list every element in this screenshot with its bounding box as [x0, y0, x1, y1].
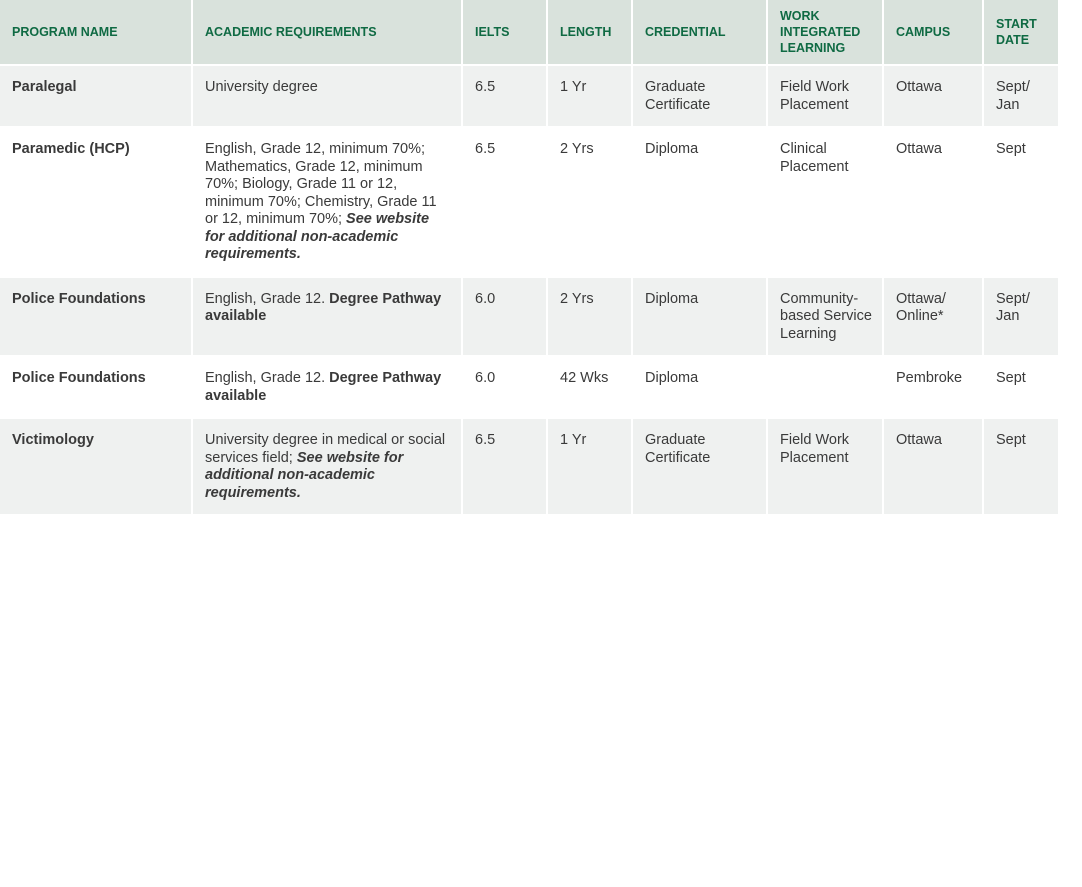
- cell-program-name: Police Foundations: [0, 277, 192, 357]
- cell-program-name: Paramedic (HCP): [0, 127, 192, 277]
- academic-pathway: Degree Pathway available: [205, 290, 442, 324]
- header-academic-requirements: ACADEMIC REQUIREMENTS: [192, 0, 462, 65]
- cell-campus: Ottawa: [883, 65, 983, 127]
- header-start-date: START DATE: [983, 0, 1058, 65]
- cell-start-date: Sept/ Jan: [983, 277, 1058, 357]
- table-row: [0, 418, 1058, 515]
- academic-text: English, Grade 12, minimum 70%; Mathematics, Grade 12, minimum 70%; Biology, Grade 11 or 12, minimum 70%; Chemistry, Grade 11 or 12, minimum 70%;: [205, 141, 437, 227]
- table-row: [0, 277, 1058, 357]
- header-program-name: PROGRAM NAME: [0, 0, 192, 65]
- academic-note: See website for additional non-academic requirements.: [205, 449, 404, 501]
- cell-ielts: 6.0: [462, 277, 547, 357]
- cell-ielts: 6.0: [462, 356, 547, 418]
- cell-credential: Graduate Certificate: [632, 65, 767, 127]
- academic-pathway: Degree Pathway available: [205, 370, 442, 404]
- cell-credential: Diploma: [632, 127, 767, 277]
- cell-start-date: Sept: [983, 127, 1058, 277]
- academic-text: English, Grade 12.: [205, 290, 326, 307]
- header-row: [0, 0, 1058, 65]
- table-row: [0, 127, 1058, 277]
- cell-ielts: 6.5: [462, 127, 547, 277]
- cell-length: 1 Yr: [547, 65, 632, 127]
- cell-start-date: Sept: [983, 418, 1058, 515]
- cell-credential: Graduate Certificate: [632, 418, 767, 515]
- cell-academic-requirements: [192, 418, 462, 515]
- cell-work-integrated-learning: Clinical Placement: [767, 127, 883, 277]
- cell-campus: Ottawa: [883, 418, 983, 515]
- cell-length: 42 Wks: [547, 356, 632, 418]
- cell-length: 2 Yrs: [547, 127, 632, 277]
- cell-ielts: 6.5: [462, 418, 547, 515]
- academic-text: English, Grade 12.: [205, 370, 326, 386]
- academic-text: University degree in medical or social services field;: [205, 432, 446, 466]
- table-header: [0, 0, 1058, 65]
- cell-length: 2 Yrs: [547, 277, 632, 357]
- cell-program-name: Police Foundations: [0, 356, 192, 418]
- cell-campus: Pembroke: [883, 356, 983, 418]
- cell-program-name: Paralegal: [0, 65, 192, 127]
- header-campus: CAMPUS: [883, 0, 983, 65]
- header-credential: CREDENTIAL: [632, 0, 767, 65]
- cell-academic-requirements: [192, 277, 462, 357]
- header-ielts: IELTS: [462, 0, 547, 65]
- cell-work-integrated-learning: Field Work Placement: [767, 65, 883, 127]
- cell-work-integrated-learning: [767, 356, 883, 418]
- cell-credential: Diploma: [632, 277, 767, 357]
- academic-note: See website for additional non-academic requirements.: [205, 211, 430, 262]
- cell-campus: Ottawa: [883, 127, 983, 277]
- cell-campus: Ottawa/ Online*: [883, 277, 983, 357]
- header-work-integrated-learning: WORK INTEGRATED LEARNING: [767, 0, 883, 65]
- cell-program-name: Victimology: [0, 418, 192, 515]
- cell-academic-requirements: [192, 127, 462, 277]
- cell-work-integrated-learning: Field Work Placement: [767, 418, 883, 515]
- table-row: [0, 356, 1058, 418]
- table-row: [0, 65, 1058, 127]
- cell-start-date: Sept: [983, 356, 1058, 418]
- cell-ielts: 6.5: [462, 65, 547, 127]
- table-body: [0, 65, 1058, 515]
- cell-work-integrated-learning: Community-based Service Learning: [767, 277, 883, 357]
- cell-start-date: Sept/ Jan: [983, 65, 1058, 127]
- header-length: LENGTH: [547, 0, 632, 65]
- cell-academic-requirements: [192, 65, 462, 127]
- cell-academic-requirements: [192, 356, 462, 418]
- academic-text: University degree: [205, 79, 318, 95]
- cell-length: 1 Yr: [547, 418, 632, 515]
- cell-credential: Diploma: [632, 356, 767, 418]
